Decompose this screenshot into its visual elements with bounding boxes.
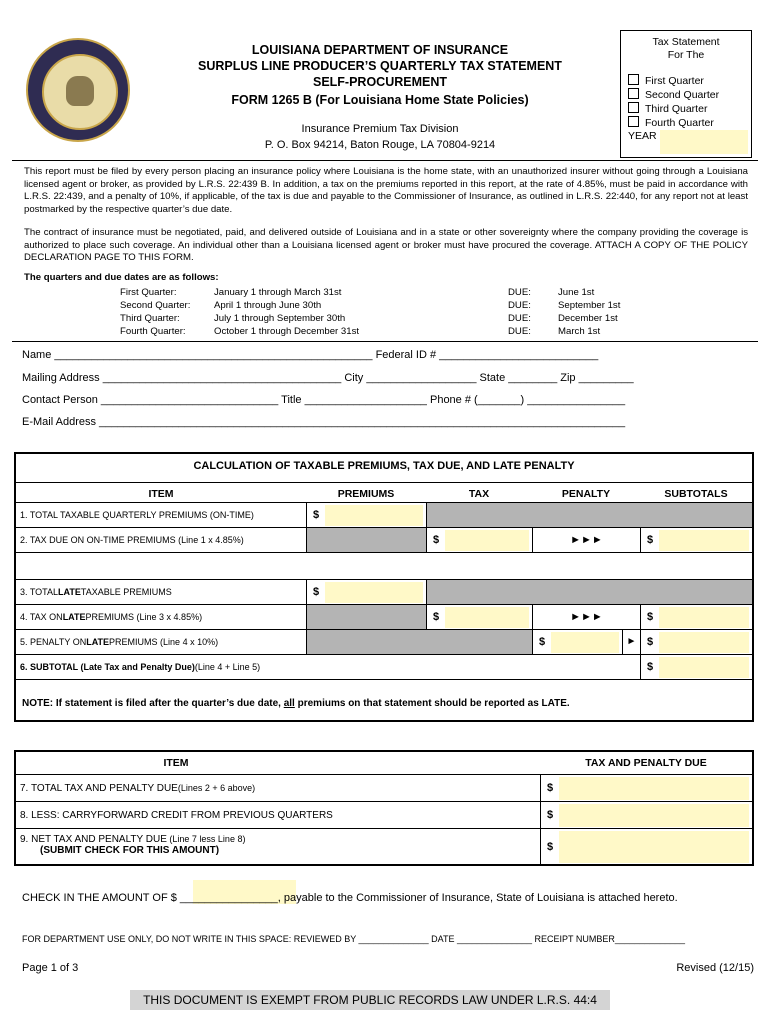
line9-label: 9. NET TAX AND PENALTY DUE (Line 7 less Line 8) (SUBMIT CHECK FOR THIS AMOUNT) [15, 828, 541, 866]
first-quarter-checkbox[interactable]: First Quarter [628, 74, 704, 88]
line2-subtotal-field[interactable]: $ [640, 527, 753, 553]
header-form-title: SURPLUS LINE PRODUCER’S QUARTERLY TAX STATEMENT [198, 59, 562, 73]
checkbox-icon[interactable] [628, 116, 639, 127]
contact-person-field[interactable]: Contact Person _____________________________ Title ____________________ Phone # (_______) ________________ [22, 394, 626, 406]
col-penalty: PENALTY [561, 488, 611, 500]
line1-shaded [426, 502, 753, 528]
schedule-divider [12, 341, 758, 342]
name-federal-id-field[interactable]: Name ____________________________________________________ Federal ID # __________________________ [22, 349, 599, 361]
louisiana-seal-logo [26, 38, 130, 142]
header-divider [12, 160, 758, 161]
due-date-schedule [120, 286, 740, 338]
line7-amount-field[interactable]: $ [540, 774, 753, 802]
line4-tax-field[interactable]: $ [426, 604, 533, 630]
header-form-number: FORM 1265 B (For Louisiana Home State Policies) [231, 93, 529, 107]
line6-label: 6. SUBTOTAL (Late Tax and Penalty Due) (Line 4 + Line 5) [15, 654, 641, 680]
col-item: ITEM [148, 488, 174, 500]
late-note: NOTE: If statement is filed after the quarter’s due date, all premiums on that statement should be reported as LATE. [22, 698, 570, 709]
line1-premiums-field[interactable]: $ [306, 502, 427, 528]
line2-arrows: ►►► [532, 527, 641, 553]
line8-label: 8. LESS: CARRYFORWARD CREDIT FROM PREVIOUS QUARTERS [15, 801, 541, 829]
schedule-row: Fourth Quarter: October 1 through December 31st DUE: March 1st [120, 326, 601, 337]
calculation-table [14, 452, 754, 722]
header-dept: LOUISIANA DEPARTMENT OF INSURANCE [251, 43, 509, 57]
mailing-address-field[interactable]: Mailing Address _______________________________________ City __________________ State ________ Zip _________ [22, 372, 634, 384]
intro-paragraph-2: The contract of insurance must be negotiated, paid, and delivered outside of Louisiana and in a state or other sovereignty where the company providing the coverage is authorized to place such coverage. An individual other than a Louisiana licensed agent or broker must have procured the coverage. ATTACH A COPY OF THE POLICY DECLARATION PAGE TO THIS FORM. [24, 227, 748, 264]
col-subtotals: SUBTOTALS [664, 488, 728, 500]
line5-subtotal-field[interactable]: $ [640, 629, 753, 655]
title-rule [15, 482, 753, 483]
col-premiums: PREMIUMS [337, 488, 395, 500]
line2-shaded [306, 527, 427, 553]
line2-label: 2. TAX DUE ON ON-TIME PREMIUMS (Line 1 x 4.85%) [15, 527, 307, 553]
col-tax: TAX [468, 488, 490, 500]
third-quarter-checkbox[interactable]: Third Quarter [628, 102, 707, 116]
checkbox-icon[interactable] [628, 88, 639, 99]
line4-shaded [306, 604, 427, 630]
seal-pelican-icon [42, 54, 118, 130]
line3-shaded [426, 579, 753, 605]
year-field[interactable] [660, 130, 748, 154]
page-number: Page 1 of 3 [22, 962, 79, 974]
line3-label: 3. TOTAL LATE TAXABLE PREMIUMS [15, 579, 307, 605]
line5-label: 5. PENALTY ON LATE PREMIUMS (Line 4 x 10%) [15, 629, 307, 655]
tax-statement-title: Tax Statement For The [652, 36, 720, 61]
line3-premiums-field[interactable]: $ [306, 579, 427, 605]
line1-label: 1. TOTAL TAXABLE QUARTERLY PREMIUMS (ON-TIME) [15, 502, 307, 528]
header-division: Insurance Premium Tax Division [301, 123, 459, 135]
schedule-row: Second Quarter: April 1 through June 30th DUE: September 1st [120, 300, 621, 311]
second-quarter-checkbox[interactable]: Second Quarter [628, 88, 719, 102]
schedule-row: First Quarter: January 1 through March 31st DUE: June 1st [120, 287, 595, 298]
email-address-field[interactable]: E-Mail Address ______________________________________________________________________________________ [22, 416, 626, 428]
summary-col-item: ITEM [163, 757, 189, 769]
line8-amount-field[interactable]: $ [540, 801, 753, 829]
checkbox-icon[interactable] [628, 74, 639, 85]
table-spacer [15, 552, 753, 580]
line4-subtotal-field[interactable]: $ [640, 604, 753, 630]
line7-label: 7. TOTAL TAX AND PENALTY DUE (Lines 2 + 6 above) [15, 774, 541, 802]
line2-tax-field[interactable]: $ [426, 527, 533, 553]
summary-table [14, 750, 754, 866]
calculation-title: CALCULATION OF TAXABLE PREMIUMS, TAX DUE, AND LATE PENALTY [193, 460, 575, 472]
check-statement: CHECK IN THE AMOUNT OF $ ________________, payable to the Commissioner of Insurance, State of Louisiana is attached hereto. [22, 892, 678, 904]
line5-arrow: ► [622, 629, 641, 655]
department-use-line: FOR DEPARTMENT USE ONLY, DO NOT WRITE IN THIS SPACE: REVIEWED BY ______________ DATE _______________ RECEIPT NUMBER______________ [22, 934, 685, 944]
line9-amount-field[interactable]: $ [540, 828, 753, 866]
checkbox-icon[interactable] [628, 102, 639, 113]
line5-penalty-field[interactable]: $ [532, 629, 623, 655]
line4-arrows: ►►► [532, 604, 641, 630]
pelican-figure [66, 76, 94, 106]
line5-shaded [306, 629, 533, 655]
header-self-procurement: SELF-PROCUREMENT [312, 75, 448, 89]
summary-col-due: TAX AND PENALTY DUE [585, 757, 707, 769]
schedule-row: Third Quarter: July 1 through September 30th DUE: December 1st [120, 313, 618, 324]
intro-paragraph-1: This report must be filed by every person placing an insurance policy where Louisiana is the home state, with an unauthorized insurer without going through a Louisiana licensed agent or broker, as provided by L.R.S. 22:439 B. In addition, a tax on the premiums reported in this report, at the rate of 4.85%, must be paid in accordance with L.R.S. 22:439, and a penalty of 10%, if applicable, of the tax is due and payable to the Commissioner of Insurance, as outlined in L.R.S. 22:440, for any report not at least postmarked by the respective quarter’s due date. [24, 166, 748, 215]
line4-label: 4. TAX ON LATE PREMIUMS (Line 3 x 4.85%) [15, 604, 307, 630]
public-records-exempt-notice: THIS DOCUMENT IS EXEMPT FROM PUBLIC RECORDS LAW UNDER L.R.S. 44:4 [130, 990, 610, 1010]
quarters-heading: The quarters and due dates are as follows: [24, 272, 219, 283]
header-address: P. O. Box 94214, Baton Rouge, LA 70804-9214 [264, 139, 496, 151]
line6-subtotal-field[interactable]: $ [640, 654, 753, 680]
fourth-quarter-checkbox[interactable]: Fourth Quarter [628, 116, 714, 130]
revision-date: Revised (12/15) [676, 962, 754, 974]
year-label: YEAR [628, 130, 657, 142]
